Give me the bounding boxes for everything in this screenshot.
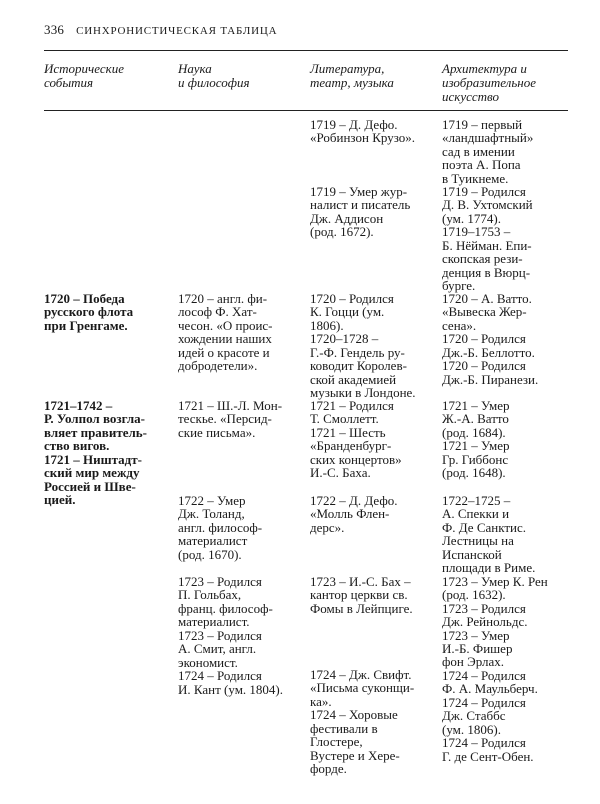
table-cell-science-1720: 1720 – англ. фи- лософ Ф. Хат- чесон. «О проис- хождении наших идей о красоте и добродетели». <box>178 291 273 374</box>
table-cell-literature-1719-addison: 1719 – Умер жур- налист и писатель Дж. Аддисон (род. 1672). <box>310 184 411 240</box>
table-cell-art-1722-1724: 1722–1725 – А. Спекки и Ф. Де Санктис. Лестницы на Испанской площади в Риме. 1723 – Умер К. Рен (род. 1632). 1723 – Родился Дж. Рейнольдс. 1723 – Умер И.-Б. Фишер фон Эрлах. 1724 – Родился Ф. А. Маульберч. 1724 – Родился Дж. Стаббс (ум. 1806). 1724 – Родился Г. де Сент-Обен. <box>442 493 548 764</box>
table-cell-literature-1720: 1720 – Родился К. Гоцци (ум. 1806). 1720–1728 – Г.-Ф. Гендель ру- ководит Королев- ской академией музыки в Лондоне. <box>310 291 416 401</box>
table-cell-art-1719-garden: 1719 – первый «ландшафтный» сад в имении поэта А. Попа в Туикнеме. <box>442 117 534 186</box>
page-number: 336 <box>44 22 65 37</box>
table-cell-history-1720: 1720 – Победа русского флота при Гренгаме. <box>44 291 134 333</box>
running-title: СИНХРОНИСТИЧЕСКАЯ ТАБЛИЦА <box>76 25 278 37</box>
table-cell-history-1721: 1721–1742 – Р. Уолпол возгла- вляет правитель- ство вигов. 1721 – Ништадт- ский мир между Россией и Шве- цией. <box>44 398 147 508</box>
table-cell-science-1723-1724: 1723 – Родился П. Гольбах, франц. философ- материалист. 1723 – Родился А. Смит, англ. экономист. 1724 – Родился И. Кант (ум. 1804). <box>178 574 284 697</box>
table-cell-literature-1719-defoe: 1719 – Д. Дефо. «Робинзон Крузо». <box>310 117 416 146</box>
table-cell-literature-1724: 1724 – Дж. Свифт. «Письма суконщи- ка». 1724 – Хоровые фестивали в Глостере, Вустере и Хере- форде. <box>310 667 415 777</box>
table-cell-science-1721: 1721 – Ш.-Л. Мон- тескье. «Персид- ские письма». <box>178 398 283 440</box>
header-bottom-rule <box>44 110 568 111</box>
table-cell-art-1720: 1720 – А. Ватто. «Вывеска Жер- сена». 1720 – Родился Дж.-Б. Беллотто. 1720 – Родился Дж.-Б. Пиранези. <box>442 291 539 387</box>
table-cell-literature-1721: 1721 – Родился Т. Смоллетт. 1721 – Шесть «Бранденбург- ских концертов» И.-С. Баха. <box>310 398 402 481</box>
table-cell-science-1722: 1722 – Умер Дж. Толанд, англ. философ- материалист (род. 1670). <box>178 493 263 562</box>
header-top-rule <box>44 50 568 51</box>
column-header-history: Исторические события <box>44 61 124 90</box>
column-header-art: Архитектура и изобразительное искусство <box>442 61 536 104</box>
table-cell-art-1719-ukhtomsky: 1719 – Родился Д. В. Ухтомский (ум. 1774). 1719–1753 – Б. Нёйман. Епи- скопская рези- денция в Вюрц- бурге. <box>442 184 533 294</box>
table-cell-literature-1723: 1723 – И.-С. Бах – кантор церкви св. Фомы в Лейпциге. <box>310 574 413 616</box>
column-header-literature: Литература, театр, музыка <box>310 61 394 90</box>
running-head <box>44 22 277 38</box>
table-cell-literature-1722: 1722 – Д. Дефо. «Молль Флен- дерс». <box>310 493 398 535</box>
table-cell-art-1721: 1721 – Умер Ж.-А. Ватто (род. 1684). 1721 – Умер Гр. Гиббонс (род. 1648). <box>442 398 510 481</box>
column-header-science: Наука и философия <box>178 61 250 90</box>
